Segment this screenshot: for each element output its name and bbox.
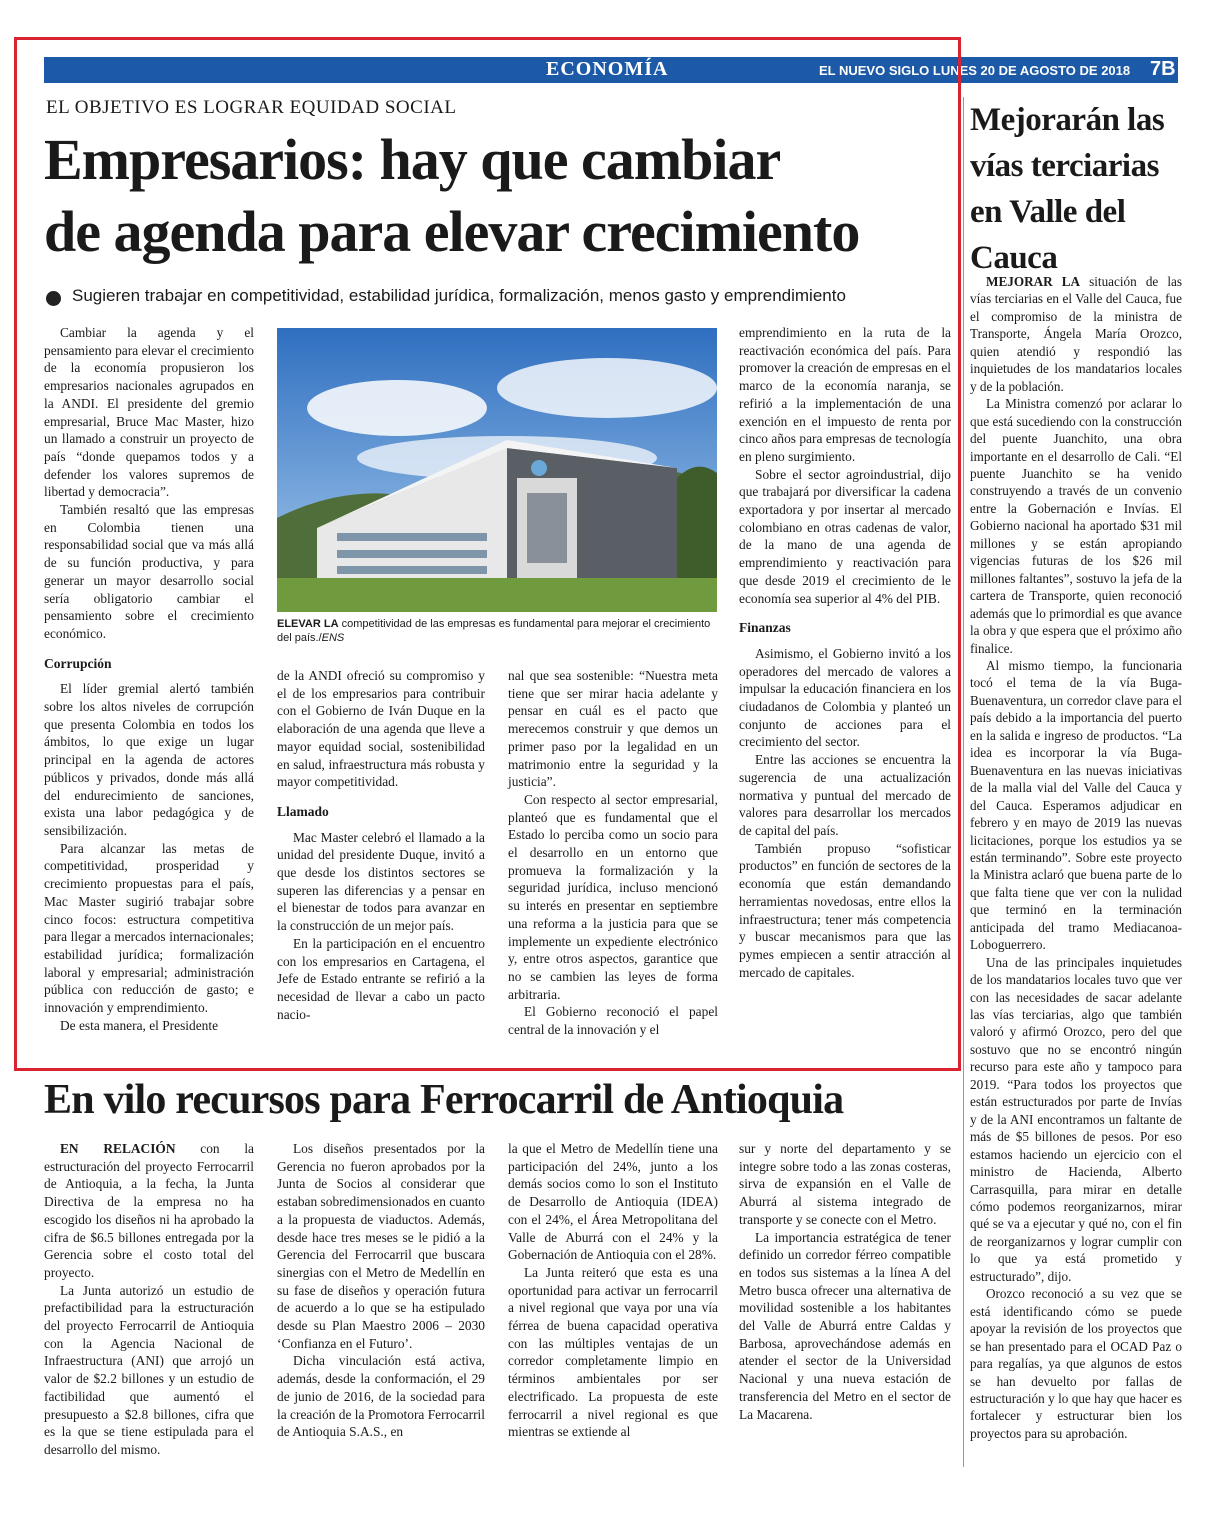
article-column-3 xyxy=(508,667,718,1039)
side-article-body xyxy=(970,273,1182,1442)
paragraph: El Gobierno reconoció el papel central de la innovación y el xyxy=(508,1004,718,1038)
side-article-title: Mejorarán las vías terciarias en Valle del Cauca xyxy=(970,102,1165,276)
subhead-corrupcion: Corrupción xyxy=(44,655,112,671)
caption-text: competitividad de las empresas es fundamental para mejorar el crecimiento del país./ xyxy=(277,618,711,644)
paragraph: emprendimiento en la ruta de la reactivación económica del país. Para promover la creación de empresas en el marco de la economía naranja, se refirió a la implementación de una exención en el impuesto de renta por cinco años para empresas de tecnología en pleno surgimiento. xyxy=(739,325,951,464)
second-article-column-2 xyxy=(277,1140,485,1441)
paragraph: En la participación en el encuentro con los empresarios en Cartagena, el Jefe de Estado entrante se refirió a la necesidad de llevar a cabo un pacto nacio- xyxy=(277,935,485,1022)
paragraph: Orozco reconoció a su vez que se está identificando cómo se puede apoyar la revisión de los proyectos que se han presentado para el OCAD Paz o para regalías, ya que algunos de estos se han devuelto por fallas de estructuración y lo que hay que hacer es fortalecer y estructurar bien los proyectos para su aprobación. xyxy=(970,1286,1182,1441)
second-article-column-1 xyxy=(44,1140,254,1459)
paragraph: nal que sea sostenible: “Nuestra meta tiene que ser mirar hacia adelante y pensar en cuál es el pacto que merecemos construir y que demos un primer paso por la legalidad en un matrimonio entre la seguridad y la justicia”. xyxy=(508,668,718,790)
second-article-column-3 xyxy=(508,1140,718,1441)
bullet-icon xyxy=(46,291,61,306)
subhead-finanzas: Finanzas xyxy=(739,620,791,636)
second-article-column-4 xyxy=(739,1140,951,1423)
paragraph: La Ministra comenzó por aclarar lo que está sucediendo con la construcción del puente Juanchito, una obra importante en el desarrollo de Cali. “El puente Juanchito se ha venido construyendo a través de un convenio entre la Gobernación e Invías. El Gobierno nacional ha aportado $31 mil millones y se están apropiando vigencias futuras de los $26 mil millones faltantes”, sostuvo la jefa de la cartera de Transporte, quien reconoció además que lo primordial es que avance la obra y que espera que el próximo año finalice. xyxy=(970,396,1182,656)
photo-credit: ENS xyxy=(321,632,345,644)
paragraph xyxy=(970,273,1182,395)
paragraph: Al mismo tiempo, la funcionaria tocó el tema de la vía Buga-Buenaventura, un corredor clave para el país debido a la importancia del puerto en la salida e ingreso de productos. “La idea es incorporar la vía Buga-Buenaventura en las nuevas iniciativas de la malla vial del Valle del Cauca y del Cauca. Esperamos adjudicar en febrero y en mayo de 2019 las nuevas licitaciones, porque los estudios ya se están terminando”. Sobre este proyecto la Ministra aclaró que buena parte de lo que falta tiene que ver con la nulidad que terminó en la terminación anticipada del tramo Mediacanoa-Loboguerrero. xyxy=(970,657,1182,953)
column-divider xyxy=(963,97,964,1467)
paragraph: Dicha vinculación está activa, además, desde la conformación, el 29 de junio de 2016, de la sociedad para la creación de la Promotora Ferrocarril de Antioquia S.A.S., en xyxy=(277,1353,485,1440)
paragraph: de la ANDI ofreció su compromiso y el de los empresarios para contribuir con el Gobierno de Iván Duque en la elaboración de una agenda que lleve a mayor equidad social, sostenibilidad en salud, infraestructura más robusta y mayor competitividad. xyxy=(277,668,485,790)
page-number: 7B xyxy=(1150,58,1176,80)
paragraph: Asimismo, el Gobierno invitó a los operadores del mercado de valores a impulsar la educación financiera en los ciudadanos de Colombia y planteó un conjunto de acciones para el crecimiento del sector. xyxy=(739,645,951,750)
article-column-1 xyxy=(44,324,254,1034)
section-label: ECONOMÍA xyxy=(546,58,669,80)
paragraph: La importancia estratégica de tener definido un corredor férreo compatible en todos sus sistemas a la línea A del Metro busca ofrecer una alternativa de movilidad sostenible a los habitantes del Valle de Aburrá entre Caldas y Barbosa, aprovechándose además en atender el sector de la Universidad Nacional y una nueva estación de transferencia del Metro en el sector de La Macarena. xyxy=(739,1229,951,1422)
article-column-4 xyxy=(739,324,951,981)
article-column-2 xyxy=(277,667,485,1023)
photo-caption xyxy=(277,617,717,645)
paragraph: Para alcanzar las metas de competitividad, prosperidad y crecimiento propuestas para el país, Mac Master sugirió trabajar sobre cinco focos: estructura competitiva para llegar a mercados internacionales; estabilidad jurídica; formalización laboral y empresarial; administración pública con reducción de gasto; e innovación y emprendimiento. xyxy=(44,840,254,1016)
paragraph: Con respecto al sector empresarial, planteó que es fundamental que el Estado lo perciba como un socio para el desarrollo en un entorno que promueva la formalización y la seguridad jurídica, incluso mencionó su interés en presentar en septiembre una reforma a la justicia para que se implemente un expediente electrónico y, entre otros aspectos, garantice que no se cambien las leyes de forma arbitraria. xyxy=(508,791,718,1002)
side-lead-caps: MEJORAR LA xyxy=(986,274,1081,289)
paragraph: El líder gremial alertó también sobre los altos niveles de corrupción que presenta Colombia en todos los ámbitos, lo que exige un lugar principal en la agenda de actores públicos y privados, donde más allá del endurecimiento de sanciones, exista una labor pedagógica y de sensibilización. xyxy=(44,681,254,838)
paragraph: La Junta reiteró que esta es una oportunidad para activar un ferrocarril a nivel regional que vaya por una vía férrea de buena capacidad operativa con las múltiples ventajas de un corredor completamente limpio en términos ambientales por ser electrificado. La propuesta de este ferrocarril a nivel regional es que mientras se extiende al xyxy=(508,1264,718,1440)
paragraph: la que el Metro de Medellín tiene una participación del 24%, junto a los demás socios como lo son el Instituto de Desarrollo de Antioquia (IDEA) con el 24%, el Área Metropolitana del Valle de Aburrá con el 24% y la Gobernación de Antioquia con el 28%. xyxy=(508,1141,718,1263)
article-photo xyxy=(277,328,717,612)
article-kicker: EL OBJETIVO ES LOGRAR EQUIDAD SOCIAL xyxy=(46,97,457,118)
second-article-headline: En vilo recursos para Ferrocarril de Antioquia xyxy=(44,1077,844,1123)
paragraph: También propuso “sofisticar productos” en función de sectores de la economía que están demandando herramientas novedosas, entre ellos la infraestructura; tener más competencia y buscar mecanismos para que las pymes empiecen a sentir atracción al mercado de capitales. xyxy=(739,840,951,980)
paragraph: Una de las principales inquietudes de los mandatarios locales tuvo que ver con las necesidades de sacar adelante las vías terciarias, algo que también valoró y afirmó Orozco, pero del que sostuvo que no se encontró ningún recurso para este año y tampoco para 2019. “Para todos los proyectos que están estructurados por parte de Invías y de la ANI encontramos un faltante de más de $5 billones de pesos. Por eso estamos haciendo un ejercicio con el ministro de Hacienda, Alberto Carrasquilla, para mirar en detalle cómo podemos reorganizarnos, mirar qué se va a ejecutar y qué no, con el fin de reorganizarnos y lograr cumplir con lo que ya está prometido y estructurado”, dijo. xyxy=(970,954,1182,1284)
paper-date: EL NUEVO SIGLO LUNES 20 DE AGOSTO DE 2018 xyxy=(819,63,1131,78)
paragraph: También resaltó que las empresas en Colombia tienen una responsabilidad social que va más allá de su función productiva, y para generar un mayor desarrollo social sería obligatorio cambiar el pensamiento sobre el crecimiento económico. xyxy=(44,502,254,641)
building-photo-illustration xyxy=(277,328,717,612)
paragraph: sur y norte del departamento y se integre sobre todo a las zonas costeras, sirva de expansión en el Valle de Aburrá al sistema integrado de transporte y se conecte con el Metro. xyxy=(739,1141,951,1227)
paragraph: La Junta autorizó un estudio de prefactibilidad para la estructuración del proyecto Ferrocarril de Antioquia con la Agencia Nacional de Infraestructura (ANI) que arrojó un valor de $2.2 billones y un estudio de factibilidad que aumentó el presupuesto a $2.8 billones, cifra que es la que se tiene estipulada para el desarrollo del mismo. xyxy=(44,1282,254,1457)
headline-line-1: Empresarios: hay que cambiar xyxy=(44,127,781,192)
article-subtitle: Sugieren trabajar en competitividad, estabilidad jurídica, formalización, menos gasto y emprendimiento xyxy=(72,286,846,305)
caption-lead: ELEVAR LA xyxy=(277,618,339,630)
side-lead-text: situación de las vías terciarias en el Valle del Cauca, fue el compromiso de la ministra de Transporte, Ángela María Orozco, quien atendió y respondió las inquietudes de los mandatarios locales y de la población. xyxy=(970,274,1182,394)
paragraph: Cambiar la agenda y el pensamiento para elevar el crecimiento de la economía propusieron los empresarios nacionales agrupados en la ANDI. El presidente del gremio empresarial, Bruce Mac Master, hizo un llamado a construir un proyecto de país “donde quepamos todos y a defender los valores supremos de libertad y democracia”. xyxy=(44,325,254,500)
paragraph xyxy=(44,1140,254,1282)
paragraph: Entre las acciones se encuentra la sugerencia de una actualización normativa y puntual del mercado de valores para desarrollar los mercados de capital del país. xyxy=(739,752,951,838)
paragraph: Los diseños presentados por la Gerencia no fueron aprobados por la Junta de Socios al considerar que estaban sobredimensionados en cuanto a la propuesta de viaductos. Además, desde hace tres meses se le pidió a la Gerencia del Ferrocarril que buscara sinergias con el Metro de Medellín en su fase de diseños y operación futura de acuerdo a lo que se ha estipulado desde su Plan Maestro 2006 – 2030 ‘Confianza en el Futuro’. xyxy=(277,1141,485,1351)
article-headline xyxy=(44,124,964,268)
paragraph: De esta manera, el Presidente xyxy=(60,1017,219,1033)
headline-line-2: de agenda para elevar crecimiento xyxy=(44,199,860,264)
paragraph: Mac Master celebró el llamado a la unidad del presidente Duque, invitó a que desde los distintos sectores se superen las diferencias y a pensar en el bienestar de todos para avanzar en la construcción de un mejor país. xyxy=(277,829,485,934)
second-lead-caps: EN RELACIÓN xyxy=(60,1141,176,1156)
paragraph: Sobre el sector agroindustrial, dijo que trabajará por diversificar la cadena exportadora y por insertar al mercado colombiano en otras cadenas de valor, de la mano de una agenda de emprendimiento y reactivación para que desde 2019 el crecimiento de le economía sea superior al 4% del PIB. xyxy=(739,466,951,606)
second-lead-text: con la estructuración del proyecto Ferrocarril de Antioquia, a la fecha, la Junta Directiva de la empresa no ha escogido los diseños ni ha aprobado la cifra de $6.5 billones entregada por la Gerencia sobre el costo total del proyecto. xyxy=(44,1141,254,1280)
subhead-llamado: Llamado xyxy=(277,803,329,819)
